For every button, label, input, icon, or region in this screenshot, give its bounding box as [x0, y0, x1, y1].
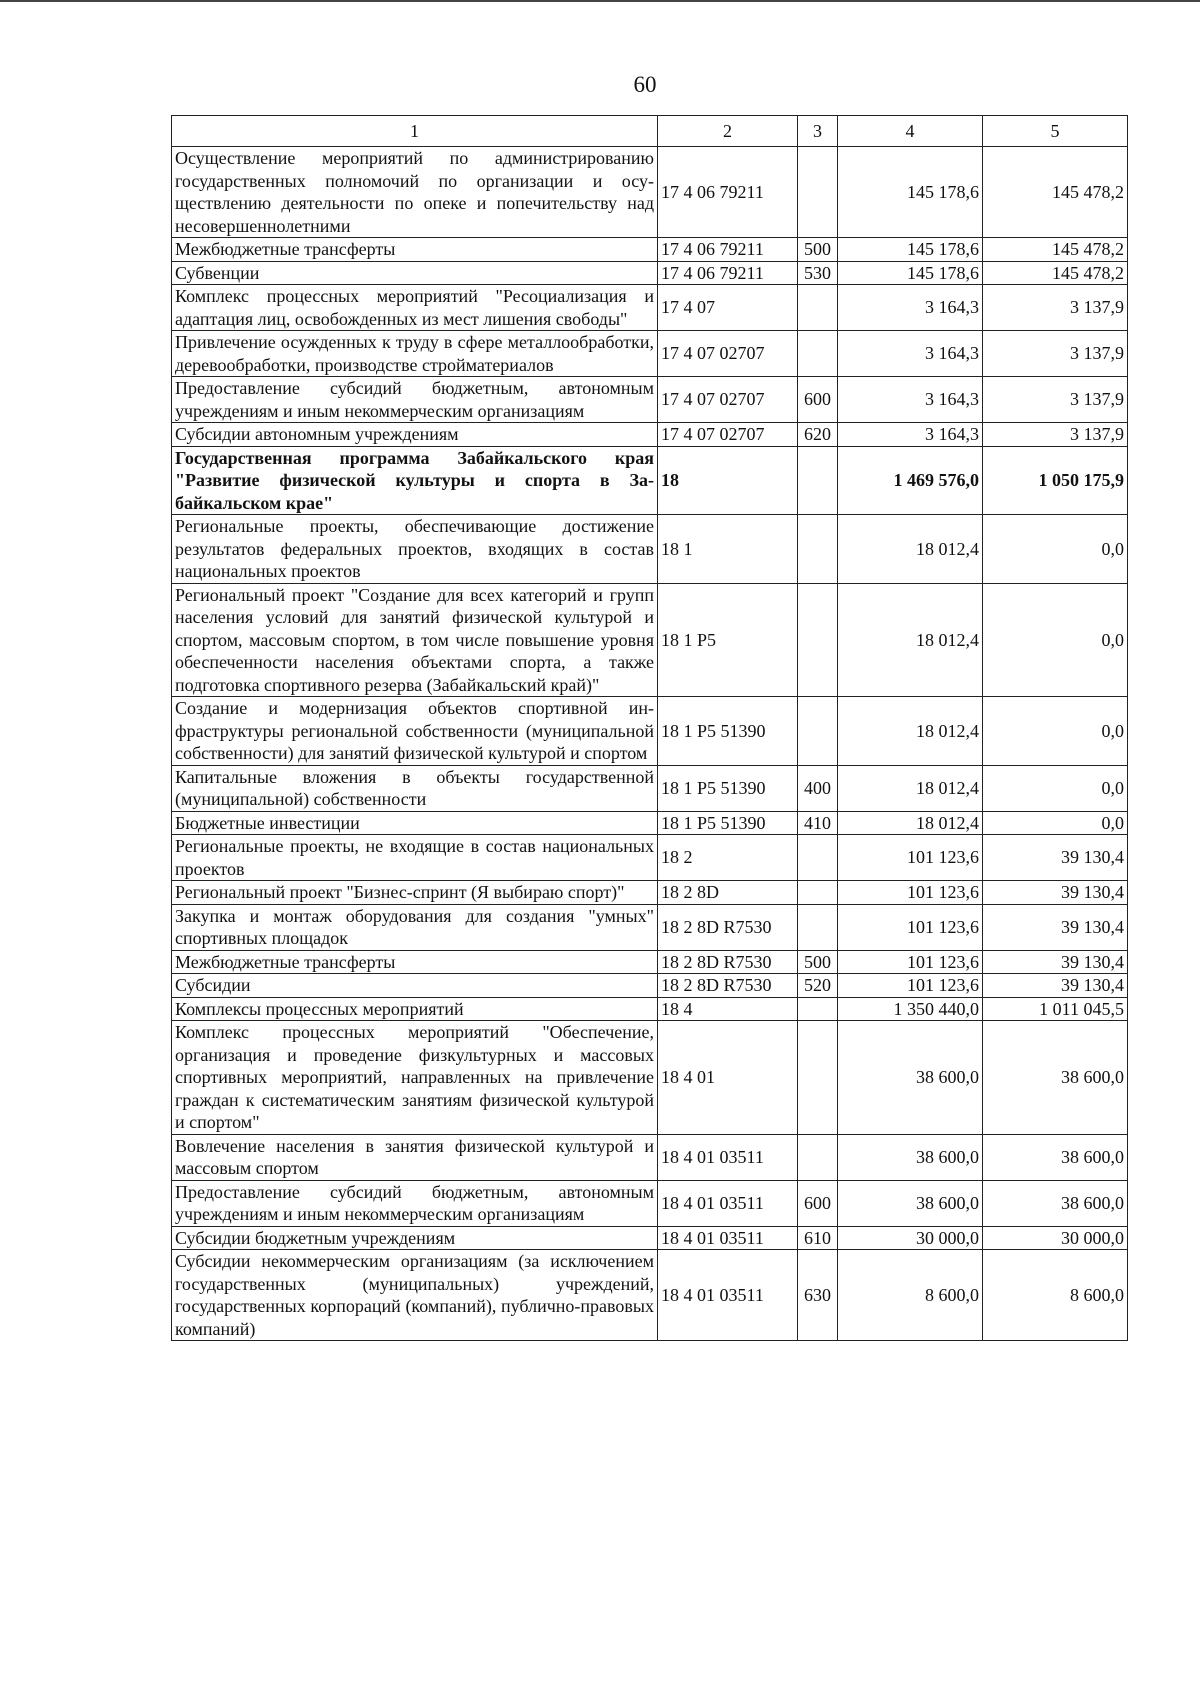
row-name-cell: Субсидии автономным учреждениям — [172, 423, 658, 447]
row-value-4-cell: 18 012,4 — [838, 697, 983, 766]
row-name-cell: Государственная программа Забайкальского края "Развитие физической культуры и спорта в Забайкальском крае" — [172, 446, 658, 515]
row-name-cell: Комплекс процессных мероприятий "Ресоциализация и адаптация лиц, освобожденных из мест лишения свободы" — [172, 285, 658, 331]
table-row — [172, 331, 1128, 377]
row-type-cell: 400 — [798, 765, 838, 811]
row-value-4-cell: 101 123,6 — [838, 974, 983, 998]
row-code-cell: 18 4 01 03511 — [658, 1134, 798, 1180]
row-code-cell: 17 4 06 79211 — [658, 147, 798, 238]
row-name-cell: Комплекс процессных мероприятий "Обеспечение, организация и проведение физкультурных и массовых спортивных мероприятий, направленных на привлечение граждан к систематическим занятиям физической культурой и спортом" — [172, 1021, 658, 1135]
table-row — [172, 238, 1128, 262]
row-type-cell — [798, 331, 838, 377]
row-value-5-cell: 0,0 — [983, 765, 1128, 811]
row-type-cell: 600 — [798, 377, 838, 423]
row-code-cell: 18 4 01 03511 — [658, 1226, 798, 1250]
table-row — [172, 1226, 1128, 1250]
table-row — [172, 147, 1128, 238]
table-row — [172, 377, 1128, 423]
row-value-4-cell: 145 178,6 — [838, 238, 983, 262]
row-value-4-cell: 38 600,0 — [838, 1180, 983, 1226]
row-name-cell: Бюджетные инвестиции — [172, 811, 658, 835]
table-row — [172, 997, 1128, 1021]
row-name-cell: Осуществление мероприятий по администрированию государственных полномочий по организации и осуществлению деятельности по опеке и попечительству над несовершеннолетними — [172, 147, 658, 238]
row-code-cell: 17 4 07 — [658, 285, 798, 331]
row-value-4-cell: 18 012,4 — [838, 765, 983, 811]
row-type-cell — [798, 515, 838, 584]
page-number: 60 — [633, 72, 657, 97]
table-row — [172, 261, 1128, 285]
row-name-cell: Создание и модернизация объектов спортивной инфраструктуры региональной собственности (муниципальной собственности) для занятий физической культурой и спортом — [172, 697, 658, 766]
row-value-4-cell: 18 012,4 — [838, 515, 983, 584]
table-row — [172, 1180, 1128, 1226]
row-type-cell: 500 — [798, 950, 838, 974]
row-value-5-cell: 3 137,9 — [983, 331, 1128, 377]
row-name-cell: Межбюджетные трансферты — [172, 238, 658, 262]
row-code-cell: 18 2 8D R7530 — [658, 974, 798, 998]
top-border-line — [0, 0, 1200, 2]
header-col-2: 2 — [658, 116, 798, 147]
table-row — [172, 423, 1128, 447]
row-name-cell: Привлечение осужденных к труду в сфере металлообработки, деревообработки, производстве стройматериалов — [172, 331, 658, 377]
table-row — [172, 583, 1128, 697]
row-name-cell: Закупка и монтаж оборудования для создания "умных" спортивных площадок — [172, 904, 658, 950]
row-name-cell: Региональные проекты, обеспечивающие достижение результатов федеральных проектов, входящих в состав национальных проектов — [172, 515, 658, 584]
row-value-5-cell: 0,0 — [983, 697, 1128, 766]
row-value-5-cell: 145 478,2 — [983, 147, 1128, 238]
row-name-cell: Региональный проект "Создание для всех категорий и групп населения условий для занятий физической культурой и спортом, массовым спортом, в том числе повышение уровня обеспеченности населения объектами спорта, а также подготовка спортивного резерва (Забайкальский край)" — [172, 583, 658, 697]
table-row — [172, 697, 1128, 766]
row-type-cell: 630 — [798, 1250, 838, 1341]
row-value-4-cell: 1 350 440,0 — [838, 997, 983, 1021]
row-value-4-cell: 1 469 576,0 — [838, 446, 983, 515]
row-name-cell: Субсидии — [172, 974, 658, 998]
row-value-4-cell: 101 123,6 — [838, 950, 983, 974]
row-value-5-cell: 3 137,9 — [983, 423, 1128, 447]
table-row — [172, 765, 1128, 811]
row-value-4-cell: 101 123,6 — [838, 904, 983, 950]
row-name-cell: Предоставление субсидий бюджетным, автономным учреждениям и иным некоммерческим организациям — [172, 377, 658, 423]
row-name-cell: Региональный проект "Бизнес-спринт (Я выбираю спорт)" — [172, 881, 658, 905]
row-type-cell: 620 — [798, 423, 838, 447]
table-row — [172, 1134, 1128, 1180]
row-type-cell — [798, 997, 838, 1021]
row-name-cell: Вовлечение населения в занятия физической культурой и массовым спортом — [172, 1134, 658, 1180]
row-value-5-cell: 38 600,0 — [983, 1021, 1128, 1135]
row-type-cell: 610 — [798, 1226, 838, 1250]
table-row — [172, 974, 1128, 998]
row-code-cell: 18 4 01 — [658, 1021, 798, 1135]
row-name-cell: Комплексы процессных мероприятий — [172, 997, 658, 1021]
table-row — [172, 1021, 1128, 1135]
table-row — [172, 811, 1128, 835]
row-value-5-cell: 38 600,0 — [983, 1180, 1128, 1226]
table-row — [172, 881, 1128, 905]
row-type-cell — [798, 583, 838, 697]
table-row — [172, 285, 1128, 331]
row-value-4-cell: 3 164,3 — [838, 285, 983, 331]
header-col-1: 1 — [172, 116, 658, 147]
header-col-3: 3 — [798, 116, 838, 147]
row-value-4-cell: 30 000,0 — [838, 1226, 983, 1250]
row-value-5-cell: 3 137,9 — [983, 285, 1128, 331]
row-code-cell: 17 4 07 02707 — [658, 423, 798, 447]
row-type-cell: 600 — [798, 1180, 838, 1226]
table-header-row — [172, 116, 1128, 147]
row-type-cell — [798, 285, 838, 331]
row-value-5-cell: 0,0 — [983, 515, 1128, 584]
row-value-4-cell: 18 012,4 — [838, 811, 983, 835]
row-type-cell: 410 — [798, 811, 838, 835]
table-row — [172, 1250, 1128, 1341]
row-value-5-cell: 38 600,0 — [983, 1134, 1128, 1180]
budget-table — [171, 115, 1128, 1341]
row-code-cell: 17 4 06 79211 — [658, 238, 798, 262]
row-name-cell: Субсидии некоммерческим организациям (за исключением государственных (муниципальных) учреждений, государственных корпораций (компаний), публично-правовых компаний) — [172, 1250, 658, 1341]
row-value-5-cell: 3 137,9 — [983, 377, 1128, 423]
row-type-cell — [798, 1021, 838, 1135]
row-name-cell: Предоставление субсидий бюджетным, автономным учреждениям и иным некоммерческим организациям — [172, 1180, 658, 1226]
table-row — [172, 835, 1128, 881]
row-value-4-cell: 8 600,0 — [838, 1250, 983, 1341]
row-value-5-cell: 145 478,2 — [983, 238, 1128, 262]
row-code-cell: 18 2 8D R7530 — [658, 950, 798, 974]
row-type-cell — [798, 446, 838, 515]
row-code-cell: 18 1 P5 — [658, 583, 798, 697]
row-type-cell — [798, 697, 838, 766]
row-value-5-cell: 30 000,0 — [983, 1226, 1128, 1250]
row-value-4-cell: 3 164,3 — [838, 377, 983, 423]
row-code-cell: 18 1 P5 51390 — [658, 765, 798, 811]
row-name-cell: Капитальные вложения в объекты государственной (муниципальной) собственности — [172, 765, 658, 811]
row-value-5-cell: 0,0 — [983, 811, 1128, 835]
row-value-5-cell: 8 600,0 — [983, 1250, 1128, 1341]
table-row — [172, 446, 1128, 515]
table-row — [172, 904, 1128, 950]
row-value-4-cell: 38 600,0 — [838, 1021, 983, 1135]
row-code-cell: 18 — [658, 446, 798, 515]
row-code-cell: 18 2 8D — [658, 881, 798, 905]
row-code-cell: 18 1 P5 51390 — [658, 697, 798, 766]
row-value-4-cell: 145 178,6 — [838, 147, 983, 238]
row-value-5-cell: 39 130,4 — [983, 835, 1128, 881]
row-code-cell: 17 4 07 02707 — [658, 377, 798, 423]
row-type-cell — [798, 904, 838, 950]
row-code-cell: 18 4 — [658, 997, 798, 1021]
row-code-cell: 17 4 06 79211 — [658, 261, 798, 285]
row-name-cell: Субсидии бюджетным учреждениям — [172, 1226, 658, 1250]
header-col-4: 4 — [838, 116, 983, 147]
row-value-5-cell: 39 130,4 — [983, 974, 1128, 998]
row-code-cell: 18 4 01 03511 — [658, 1180, 798, 1226]
row-code-cell: 18 1 — [658, 515, 798, 584]
row-value-5-cell: 145 478,2 — [983, 261, 1128, 285]
row-value-4-cell: 101 123,6 — [838, 881, 983, 905]
table-body — [172, 147, 1128, 1341]
row-value-5-cell: 39 130,4 — [983, 950, 1128, 974]
row-type-cell: 500 — [798, 238, 838, 262]
row-type-cell — [798, 1134, 838, 1180]
row-value-5-cell: 39 130,4 — [983, 881, 1128, 905]
row-value-4-cell: 38 600,0 — [838, 1134, 983, 1180]
row-value-5-cell: 39 130,4 — [983, 904, 1128, 950]
row-value-4-cell: 101 123,6 — [838, 835, 983, 881]
row-name-cell: Субвенции — [172, 261, 658, 285]
table-row — [172, 515, 1128, 584]
row-value-5-cell: 1 050 175,9 — [983, 446, 1128, 515]
row-type-cell: 530 — [798, 261, 838, 285]
row-value-4-cell: 145 178,6 — [838, 261, 983, 285]
row-type-cell — [798, 881, 838, 905]
row-type-cell — [798, 835, 838, 881]
row-code-cell: 18 2 — [658, 835, 798, 881]
row-code-cell: 18 2 8D R7530 — [658, 904, 798, 950]
row-value-4-cell: 3 164,3 — [838, 331, 983, 377]
row-name-cell: Региональные проекты, не входящие в состав национальных проектов — [172, 835, 658, 881]
row-value-4-cell: 18 012,4 — [838, 583, 983, 697]
row-value-4-cell: 3 164,3 — [838, 423, 983, 447]
row-type-cell: 520 — [798, 974, 838, 998]
row-code-cell: 18 4 01 03511 — [658, 1250, 798, 1341]
row-value-5-cell: 0,0 — [983, 583, 1128, 697]
row-name-cell: Межбюджетные трансферты — [172, 950, 658, 974]
row-type-cell — [798, 147, 838, 238]
row-value-5-cell: 1 011 045,5 — [983, 997, 1128, 1021]
row-code-cell: 18 1 P5 51390 — [658, 811, 798, 835]
header-col-5: 5 — [983, 116, 1128, 147]
row-code-cell: 17 4 07 02707 — [658, 331, 798, 377]
table-row — [172, 950, 1128, 974]
